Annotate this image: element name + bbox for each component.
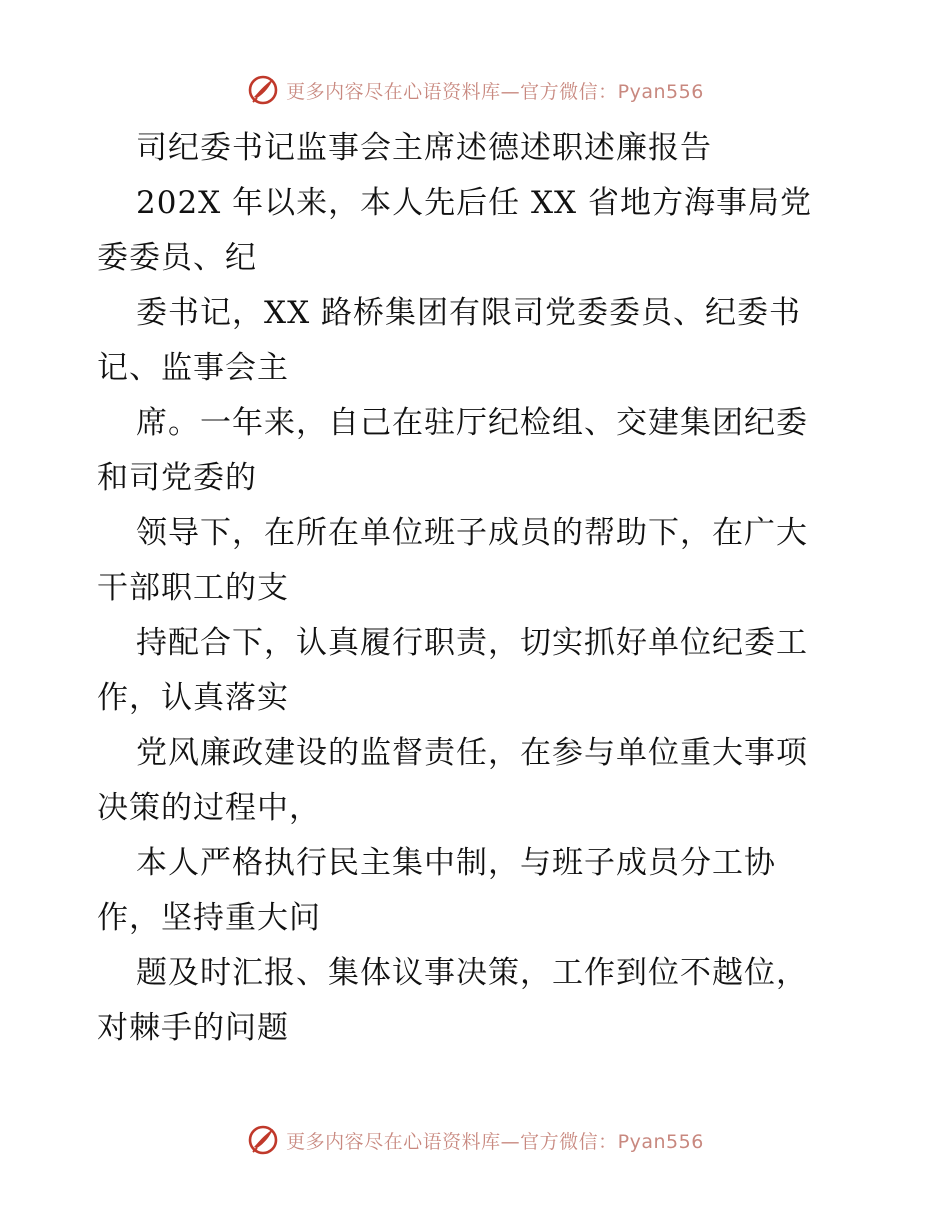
text-line: 持配合下，认真履行职责，切实抓好单位纪委工 [136, 625, 808, 661]
text-line: 决策的过程中， [97, 790, 321, 826]
text-line: 记、监事会主 [97, 350, 289, 386]
text-line: 委委员、纪 [97, 240, 257, 276]
text-line: 党风廉政建设的监督责任，在参与单位重大事项 [136, 735, 808, 771]
text-line: 司纪委书记监事会主席述德述职述廉报告 [136, 130, 712, 166]
text-line: 和司党委的 [97, 460, 257, 496]
text-line: 202X 年以来，本人先后任 XX 省地方海事局党 [136, 185, 812, 221]
document-body [97, 121, 857, 1056]
text-line: 作，坚持重大问 [97, 900, 321, 936]
quill-circle-logo-icon [246, 1123, 280, 1157]
text-line: 题及时汇报、集体议事决策，工作到位不越位， [136, 955, 808, 991]
text-line: 本人严格执行民主集中制，与班子成员分工协 [136, 845, 776, 881]
text-line: 干部职工的支 [97, 570, 289, 606]
quill-circle-logo-icon [246, 73, 280, 107]
banner-text: 更多内容尽在心语资料库—官方微信：Pyan556 [286, 1130, 704, 1153]
text-line: 席。一年来，自己在驻厅纪检组、交建集团纪委 [136, 405, 808, 441]
banner-text: 更多内容尽在心语资料库—官方微信：Pyan556 [286, 80, 704, 103]
text-line: 领导下，在所在单位班子成员的帮助下，在广大 [136, 515, 808, 551]
text-line: 作，认真落实 [97, 680, 289, 716]
footer-banner [0, 1118, 950, 1162]
header-banner [0, 68, 950, 112]
text-line: 对棘手的问题 [97, 1010, 289, 1046]
text-line: 委书记，XX 路桥集团有限司党委委员、纪委书 [136, 295, 801, 331]
